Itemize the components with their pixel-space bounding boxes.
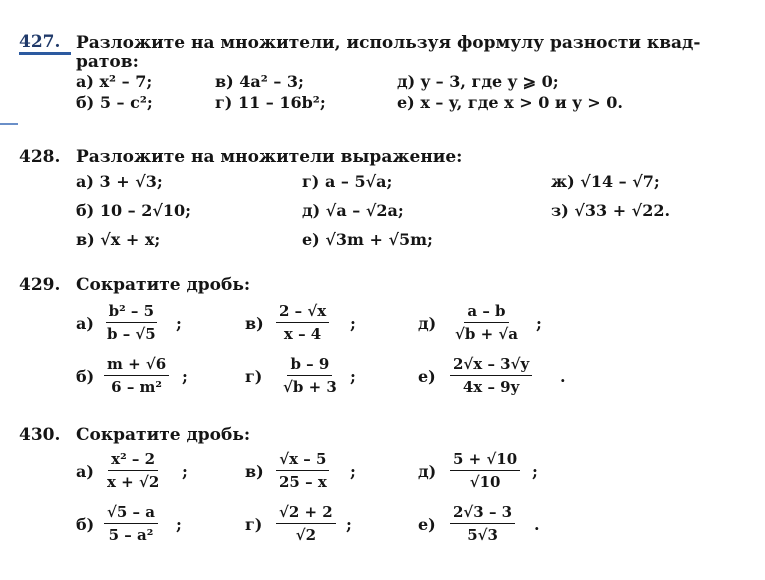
numerator: √5 – a — [104, 503, 158, 524]
numerator: √2 + 2 — [276, 503, 336, 524]
problem-427-title-line1: Разложите на множители, используя формулу разности квад- — [76, 33, 701, 53]
denominator: 6 – m² — [111, 378, 162, 396]
problem-429-fraction-e — [450, 355, 532, 396]
problem-430-fraction-g — [276, 503, 336, 544]
problem-429-fraction-b — [104, 355, 169, 396]
problem-430-label-e: е) — [418, 515, 436, 534]
problem-428-title: Разложите на множители выражение: — [76, 147, 463, 167]
problem-429-label-e: е) — [418, 367, 436, 386]
punctuation: ; — [350, 314, 356, 333]
numerator: 2√x – 3√y — [450, 355, 532, 376]
denominator: √b + 3 — [283, 378, 337, 396]
punctuation: ; — [176, 515, 182, 534]
denominator: x – 4 — [283, 325, 322, 343]
problem-430-label-a: а) — [76, 462, 94, 481]
problem-429-fraction-g — [280, 355, 340, 396]
denominator: 5√3 — [467, 526, 498, 544]
problem-427-item-e: е) x – y, где x > 0 и y > 0. — [397, 93, 623, 112]
problem-428-item-z: з) √33 + √22. — [551, 201, 671, 220]
punctuation: ; — [182, 367, 188, 386]
problem-430-number: 430. — [19, 425, 61, 445]
problem-427-number: 427. — [19, 32, 61, 52]
denominator: √10 — [469, 473, 501, 491]
problem-430-fraction-v — [276, 450, 330, 491]
problem-428-item-d: д) √a – √2a; — [302, 201, 404, 220]
denominator: x + √2 — [107, 473, 160, 491]
problem-428-item-g: г) a – 5√a; — [302, 172, 393, 191]
problem-428-item-b: б) 10 – 2√10; — [76, 201, 192, 220]
denominator: 25 – x — [279, 473, 327, 491]
margin-mark — [0, 123, 18, 125]
numerator: m + √6 — [104, 355, 169, 376]
punctuation: ; — [346, 515, 352, 534]
denominator: b – √5 — [107, 325, 156, 343]
problem-429-fraction-a — [104, 302, 159, 343]
problem-428-number: 428. — [19, 147, 61, 167]
punctuation: ; — [182, 462, 188, 481]
problem-430-label-v: в) — [245, 462, 264, 481]
problem-429-label-d: д) — [418, 314, 437, 333]
problem-427-item-b: б) 5 – c²; — [76, 93, 153, 112]
problem-427-item-a: а) x² – 7; — [76, 72, 153, 91]
numerator: x² – 2 — [108, 450, 158, 471]
numerator: b² – 5 — [106, 302, 157, 323]
problem-429-label-b: б) — [76, 367, 95, 386]
problem-430-label-d: д) — [418, 462, 437, 481]
numerator: 2√3 – 3 — [450, 503, 515, 524]
numerator: b – 9 — [287, 355, 332, 376]
numerator: 5 + √10 — [450, 450, 520, 471]
problem-430-label-g: г) — [245, 515, 263, 534]
problem-427-item-g: г) 11 – 16b²; — [215, 93, 326, 112]
punctuation: . — [560, 367, 566, 386]
problem-429-fraction-d — [452, 302, 521, 343]
problem-429-label-v: в) — [245, 314, 264, 333]
problem-429-label-g: г) — [245, 367, 263, 386]
problem-430-label-b: б) — [76, 515, 95, 534]
denominator: √2 — [295, 526, 317, 544]
punctuation: ; — [536, 314, 542, 333]
problem-427-item-v: в) 4a² – 3; — [215, 72, 304, 91]
denominator: 4x – 9y — [462, 378, 520, 396]
problem-428-item-v: в) √x + x; — [76, 230, 161, 249]
numerator: 2 – √x — [276, 302, 329, 323]
punctuation: ; — [350, 367, 356, 386]
punctuation: ; — [176, 314, 182, 333]
denominator: 5 – a² — [108, 526, 154, 544]
problem-429-fraction-v — [276, 302, 329, 343]
punctuation: . — [534, 515, 540, 534]
problem-430-fraction-b — [104, 503, 158, 544]
number-underline — [19, 52, 71, 55]
punctuation: ; — [532, 462, 538, 481]
problem-430-title: Сократите дробь: — [76, 425, 251, 445]
problem-428-item-zh: ж) √14 – √7; — [551, 172, 660, 191]
punctuation: ; — [350, 462, 356, 481]
denominator: √b + √a — [455, 325, 518, 343]
numerator: a – b — [464, 302, 508, 323]
problem-429-title: Сократите дробь: — [76, 275, 251, 295]
problem-427-title-line2: ратов: — [76, 52, 139, 72]
problem-428-item-e: е) √3m + √5m; — [302, 230, 433, 249]
problem-429-number: 429. — [19, 275, 61, 295]
problem-430-fraction-e — [450, 503, 515, 544]
problem-427-item-d: д) y – 3, где y ⩾ 0; — [397, 72, 559, 91]
problem-429-label-a: а) — [76, 314, 94, 333]
problem-430-fraction-d — [450, 450, 520, 491]
problem-430-fraction-a — [104, 450, 162, 491]
problem-428-item-a: а) 3 + √3; — [76, 172, 163, 191]
numerator: √x – 5 — [276, 450, 329, 471]
